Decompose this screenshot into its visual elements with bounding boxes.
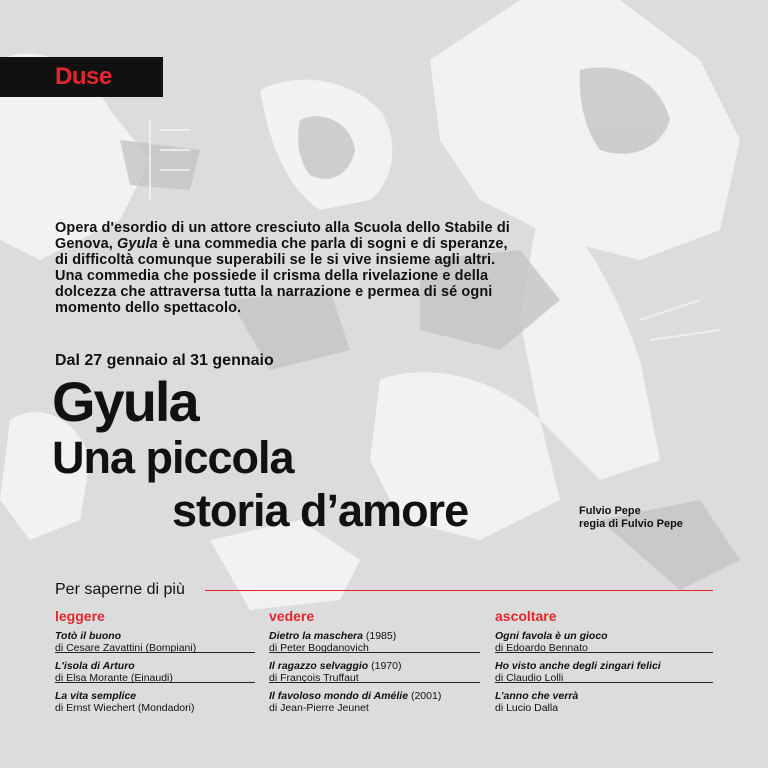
- item-title: L’anno che verrà: [495, 690, 579, 702]
- credits: [579, 505, 683, 531]
- list-item: [495, 658, 713, 683]
- item-title: Dietro la maschera: [269, 630, 363, 642]
- list-item: [55, 628, 255, 653]
- brand-label: Duse: [55, 63, 112, 90]
- intro-text-before: Opera d'esordio di un attore cresciuto alla Scuola dello Stabile di Genova,: [55, 220, 510, 252]
- list-item: [269, 688, 480, 713]
- intro-play-title: Gyula: [117, 236, 158, 252]
- list-item: [269, 628, 480, 653]
- item-title: La vita semplice: [55, 690, 137, 702]
- column-watch: [269, 608, 480, 718]
- column-listen: [495, 608, 713, 718]
- item-title: Il ragazzo selvaggio: [269, 660, 369, 672]
- item-author: di Claudio Lolli: [495, 672, 564, 684]
- list-item: [495, 688, 713, 713]
- item-year: (1970): [368, 660, 402, 672]
- play-subtitle-line-2: storia d’amore: [172, 485, 469, 536]
- list-item: [495, 628, 713, 653]
- column-heading: vedere: [269, 608, 315, 624]
- column-read: [55, 608, 255, 718]
- column-heading: ascoltare: [495, 608, 557, 624]
- item-title: Ho visto anche degli zingari felici: [495, 660, 661, 672]
- column-heading: leggere: [55, 608, 105, 624]
- intro-text-after: è una commedia che parla di sogni e di speranze, di difficoltà comunque superabili se le si vive insieme agli altri. Una commedia che possiede il crisma della rivelazione e della dolcezza che attraversa tutta la narrazione e permea di sé ogni momento dello spettacolo.: [55, 236, 508, 316]
- credit-director: regia di Fulvio Pepe: [579, 518, 683, 530]
- brand-bar: [0, 57, 163, 97]
- item-author: di Ernst Wiechert (Mondadori): [55, 702, 195, 714]
- item-author: di Edoardo Bennato: [495, 642, 588, 654]
- item-year: (1985): [362, 630, 397, 642]
- item-author: di Cesare Zavattini (Bompiani): [55, 642, 197, 654]
- list-item: [55, 688, 255, 713]
- item-title: L'isola di Arturo: [55, 660, 135, 672]
- list-item: [55, 658, 255, 683]
- more-info-rule: [205, 590, 713, 591]
- item-author: di Peter Bogdanovich: [269, 642, 369, 654]
- show-dates: Dal 27 gennaio al 31 gennaio: [55, 352, 274, 369]
- play-subtitle-line-1: Una piccola: [52, 432, 294, 483]
- list-item: [269, 658, 480, 683]
- item-year: (2001): [408, 690, 442, 702]
- play-title: Gyula: [52, 370, 198, 433]
- item-title: Totò il buono: [55, 630, 122, 642]
- more-info-heading: Per saperne di più: [55, 581, 185, 598]
- item-title: Il favoloso mondo di Amélie: [269, 690, 409, 702]
- credit-author: Fulvio Pepe: [579, 505, 641, 517]
- item-author: di Lucio Dalla: [495, 702, 559, 714]
- item-title: Ogni favola è un gioco: [495, 630, 608, 642]
- intro-paragraph: [55, 220, 510, 316]
- item-author: di François Truffaut: [269, 672, 359, 684]
- item-author: di Jean-Pierre Jeunet: [269, 702, 369, 714]
- item-author: di Elsa Morante (Einaudi): [55, 672, 173, 684]
